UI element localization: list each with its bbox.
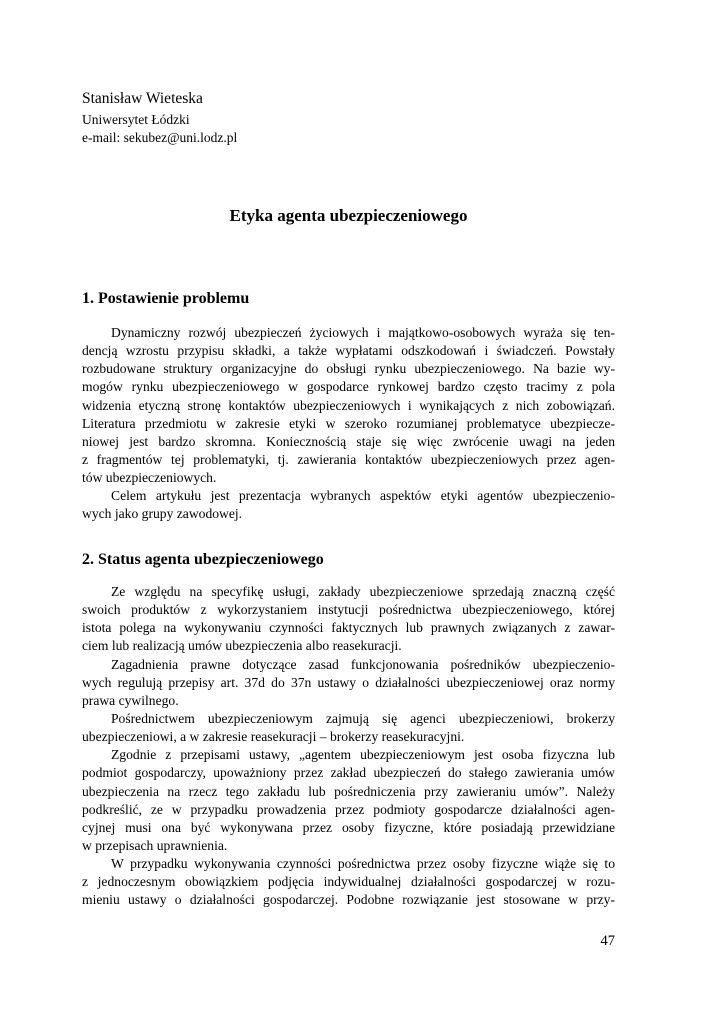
paragraph-line: ciem lub realizacją umów ubezpieczenia albo reasekuracji.	[82, 638, 402, 654]
article-title: Etyka agenta ubezpieczeniowego	[229, 206, 468, 225]
paragraph-line: w przepisach uprawnienia.	[82, 837, 228, 853]
paragraph-line: Pośrednictwem ubezpieczeniowym zajmują się agenci ubezpieczeniowi, brokerzy	[111, 710, 615, 726]
paragraph-line: tów ubezpieczeniowych.	[82, 470, 217, 486]
paragraph-line: Celem artykułu jest prezentacja wybranych aspektów etyki agentów ubezpieczenio-	[111, 488, 615, 504]
paragraph-line: mogów rynku ubezpieczeniowego w gospodarce rynkowej bardzo często tracimy z pola	[82, 379, 615, 395]
paragraph-line: z jednoczesnym obowiązkiem podjęcia indywidualnej działalności gospodarczej w rozu-	[82, 874, 615, 890]
paragraph-line: Dynamiczny rozwój ubezpieczeń życiowych i majątkowo-osobowych wyraża się ten-	[111, 325, 615, 340]
author-name: Stanisław Wieteska	[82, 90, 203, 107]
section-heading: 2. Status agenta ubezpieczeniowego	[82, 551, 324, 568]
section-body	[82, 324, 615, 524]
paragraph-line: mieniu ustawy o działalności gospodarczej. Podobne rozwiązanie jest stosowane w przy-	[82, 892, 615, 908]
paragraph-line: istota polega na wykonywaniu czynności faktycznych lub prawnych związanych z zawar-	[82, 620, 615, 636]
paragraph-line: ubezpieczeniowi, a w zakresie reasekuracji – brokerzy reasekuracyjni.	[82, 729, 465, 745]
paragraph-line: widzenia etyczną stronę kontaktów ubezpieczeniowych i wynikających z nich zobowiązań.	[82, 397, 615, 413]
paragraph-line: podkreślić, ze w przypadku prowadzenia przez podmioty gospodarcze działalności agen-	[82, 801, 615, 817]
author-email: e-mail: sekubez@uni.lodz.pl	[82, 130, 238, 145]
paragraph-line: Zagadnienia prawne dotyczące zasad funkcjonowania pośredników ubezpieczenio-	[111, 656, 615, 672]
paragraph-line: wych jako grupy zawodowej.	[82, 506, 243, 522]
paragraph-line: podmiot gospodarczy, upoważniony przez zakład ubezpieczeń do stałego zawierania umów	[82, 765, 615, 781]
paragraph-line: rozbudowane struktury organizacyjne do obsługi rynku ubezpieczeniowego. Na bazie wy-	[82, 361, 615, 377]
paragraph-line: niowej jest bardzo skromna. Koniecznością staje się więc zwrócenie uwagi na jeden	[82, 433, 615, 449]
paragraph-line: Ze względu na specyfikę usługi, zakłady ubezpieczeniowe sprzedają znaczną część	[111, 584, 615, 599]
paragraph-line: wych regulują przepisy art. 37d do 37n ustawy o działalności ubezpieczeniowej oraz normy	[82, 674, 615, 690]
paragraph-line: Zgodnie z przepisami ustawy, „agentem ubezpieczeniowym jest osoba fizyczna lub	[111, 747, 615, 763]
paragraph-line: ubezpieczenia na rzecz tego zakładu lub pośredniczenia przy zawieraniu umów”. Należy	[82, 783, 615, 799]
section-body	[82, 583, 615, 910]
paragraph-line: prawa cywilnego.	[82, 692, 179, 708]
paragraph-line: swoich produktów z wykorzystaniem instytucji pośrednictwa ubezpieczeniowego, której	[82, 602, 615, 618]
author-affiliation: Uniwersytet Łódzki	[82, 112, 190, 127]
paragraph-line: z fragmentów tej problematyki, tj. zawierania kontaktów ubezpieczeniowych przez agen-	[82, 451, 615, 467]
paragraph-line: Literatura przedmiotu w zakresie etyki w szeroko rozumianej problematyce ubezpiecze-	[82, 415, 615, 431]
paragraph-line: cyjnej musi ona być wykonywana przez osoby fizyczne, które posiadają przewidziane	[82, 819, 615, 835]
page-number: 47	[600, 933, 615, 949]
paragraph-line: dencją wzrostu przypisu składki, a także wypłatami odszkodowań i świadczeń. Powstały	[82, 343, 615, 359]
paragraph-line: W przypadku wykonywania czynności pośrednictwa przez osoby fizyczne wiąże się to	[111, 856, 615, 872]
section-heading: 1. Postawienie problemu	[82, 290, 250, 307]
